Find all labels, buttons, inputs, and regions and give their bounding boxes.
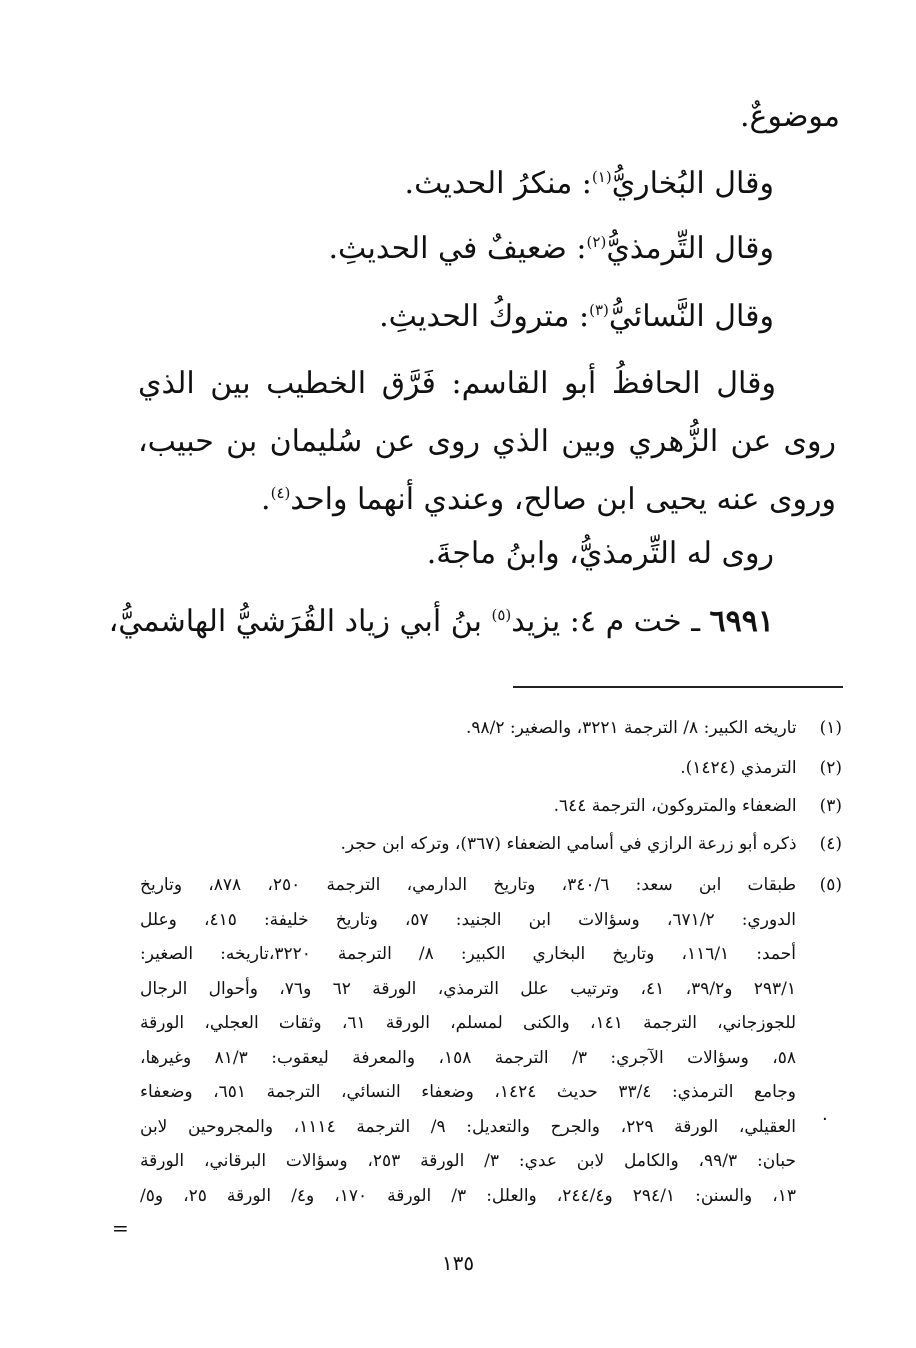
footnote-separator: [513, 686, 843, 688]
footnote-5-line: حبان: ٩٩/٣، والكامل لابن عدي: ٣/ الورقة ٢٥٣، وسؤالات البرقاني، الورقة: [140, 1151, 796, 1171]
footnote-continuation-mark: =: [112, 1216, 129, 1240]
footnote-3-text: الضعفاء والمتروكون، الترجمة ٦٤٤.: [553, 796, 797, 816]
hafiz-end: .: [261, 482, 271, 517]
footnote-5-body: [140, 868, 796, 1213]
footnote-5-line: الدوري: ٦٧١/٢، وسؤالات ابن الجنيد: ٥٧، وتاريخ خليفة: ٤١٥، وعلل: [140, 909, 796, 930]
page-number: ١٣٥: [441, 1251, 475, 1275]
footnote-1: [150, 711, 842, 745]
tirmidhi-quote: : ضعيفٌ في الحديثِ.: [328, 231, 587, 266]
footnote-5-line: طبقات ابن سعد: ٣٤٠/٦، وتاريخ الدارمي، الترجمة ٢٥٠، ٨٧٨، وتاريخ: [140, 875, 796, 895]
footnote-3-number: (٣): [819, 796, 842, 816]
main-line-rawa: [427, 525, 774, 583]
margin-dot: ·: [822, 1109, 828, 1130]
footnote-2-number: (٢): [819, 758, 842, 778]
footnote-2-text: الترمذي (١٤٢٤).: [680, 758, 797, 778]
footnote-5-line: ٥٨، وسؤالات الآجري: ٣/ الترجمة ١٥٨، والمعرفة ليعقوب: ٨١/٣ وغيرها،: [140, 1047, 796, 1068]
hafiz-text: وقال الحافظُ أبو القاسم: فَرَّق الخطيب بين الذي روى عن الزُّهري وبين الذي روى عن سُليمان بن حبيب، وروى عنه يحيى ابن صالح، وعندي أنهما واحد: [138, 366, 836, 517]
bukhari-label: وقال البُخاريُّ: [611, 166, 774, 201]
footnote-5-line: أحمد: ١١٦/١، وتاريخ البخاري الكبير: ٨/ الترجمة ٣٢٢٠،تاريخه: الصغير:: [140, 944, 796, 964]
footnote-2: [150, 751, 842, 785]
footnote-4-number: (٤): [819, 834, 842, 854]
footnote-3: [150, 789, 842, 823]
main-line-mawdu: [740, 88, 840, 146]
nasai-quote: : متروكُ الحديثِ.: [379, 299, 590, 334]
bukhari-quote: : منكرُ الحديث.: [404, 166, 592, 201]
main-line-bukhari: [405, 155, 774, 213]
main-paragraph-hafiz: [138, 355, 836, 529]
footnote-5-line: العقيلي، الورقة ٢٢٩، والجرح والتعديل: ٩/ الترجمة ١١١٤، والمجروحين لابن: [140, 1116, 796, 1137]
footnote-ref-4[interactable]: (٤): [270, 484, 291, 502]
footnote-5-line: وجامع الترمذي: ٣٣/٤ حديث ١٤٢٤، وضعفاء النسائي، الترجمة ٦٥١، وضعفاء: [140, 1082, 796, 1102]
footnote-ref-5[interactable]: (٥): [491, 606, 512, 624]
footnote-ref-3[interactable]: (٣): [589, 301, 609, 319]
footnote-5-line: ١٣، والسنن: ٢٩٤/١ و٢٤٤/٤، والعلل: ٣/ الورقة ١٧٠، و٤/ الورقة ٢٥، و٥/: [140, 1185, 796, 1206]
entry-number: ٦٩٩١: [709, 604, 774, 639]
nasai-label: وقال النَّسائيُّ: [608, 299, 774, 334]
rawa-text: روى له التِّرمذيُّ، وابنُ ماجةَ.: [426, 536, 774, 571]
main-line-nasai: [379, 288, 774, 346]
footnote-ref-1[interactable]: (١): [591, 168, 612, 186]
footnote-1-number: (١): [819, 718, 842, 738]
footnote-4-text: ذكره أبو زرعة الرازي في أسامي الضعفاء (٣٦٧)، وتركه ابن حجر.: [340, 834, 797, 854]
footnote-1-text: تاريخه الكبير: ٨/ الترجمة ٣٢٢١، والصغير: ٩٨/٢.: [465, 718, 797, 738]
footnote-5-line: للجوزجاني، الترجمة ١٤١، والكنى لمسلم، الورقة ٦١، وثقات العجلي، الورقة: [140, 1013, 796, 1033]
footnote-5-line: ٢٩٣/١ و٣٩/٢، ٤١، وترتيب علل الترمذي، الورقة ٦٢ و٧٦، وأحوال الرجال: [140, 978, 796, 999]
mawdu-text: موضوعٌ.: [740, 99, 840, 134]
tirmidhi-label: وقال التِّرمذيُّ: [606, 231, 774, 266]
footnote-4: [150, 827, 842, 861]
main-line-entry: [109, 593, 774, 651]
entry-codes: ـ خت م ٤:: [560, 604, 710, 639]
entry-lineage: بنُ أبي زياد القُرَشيُّ الهاشميُّ،: [108, 604, 492, 639]
footnote-5-number: (٥): [819, 875, 842, 895]
entry-name: يزيد: [511, 604, 561, 639]
footnote-ref-2[interactable]: (٢): [586, 233, 607, 251]
main-line-tirmidhi: [328, 220, 774, 278]
